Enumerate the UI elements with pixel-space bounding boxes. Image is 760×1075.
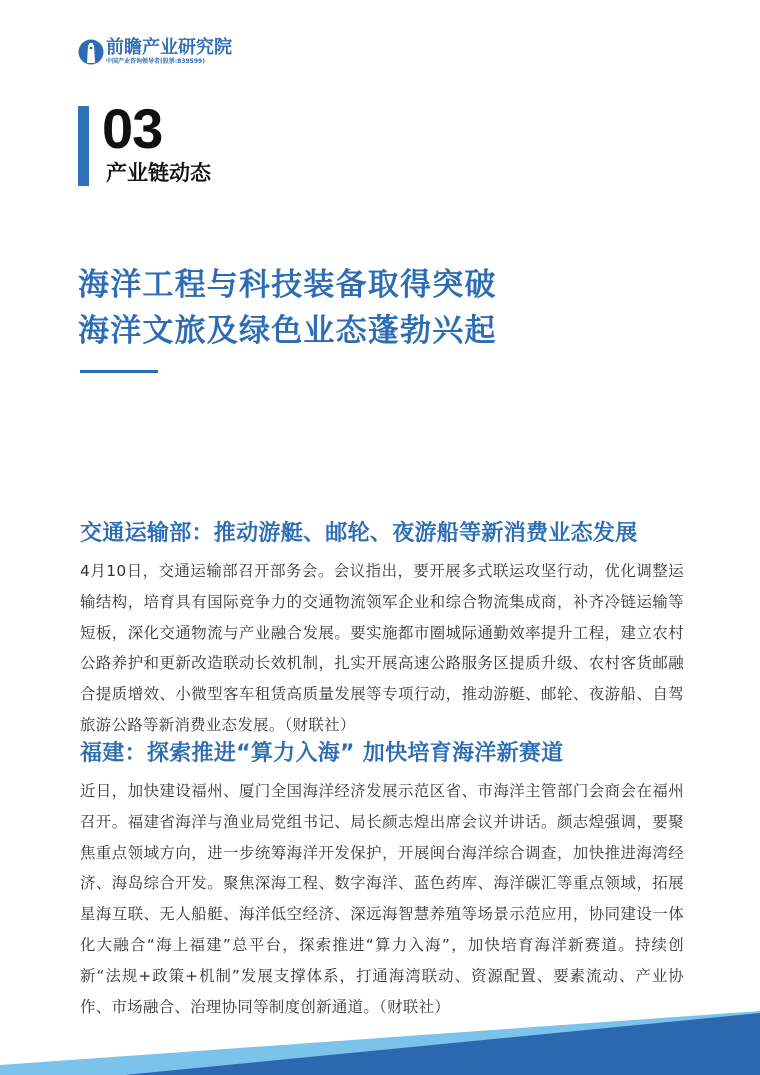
logo-name: 前瞻产业研究院 — [106, 37, 232, 58]
title-underline-divider — [80, 370, 158, 373]
page-title — [78, 262, 497, 354]
page-title-line-1: 海洋工程与科技装备取得突破 — [78, 267, 497, 303]
article-body: 近日，加快建设福州、厦门全国海洋经济发展示范区省、市海洋主管部门会商会在福州召开。福建省海洋与渔业局党组书记、局长颜志煌出席会议并讲话。颜志煌强调，要聚焦重点领域方向，进一步统筹海洋开发保护，开展闽台海洋综合调查，加快推进海湾经济、海岛综合开发。聚焦深海工程、数字海洋、蓝色药库、海洋碳汇等重点领域，拓展星海互联、无人船艇、海洋低空经济、深远海智慧养殖等场景示范应用，协同建设一体化大融合“海上福建”总平台，探索推进“算力入海”，加快培育海洋新赛道。持续创新“法规+政策+机制”发展支撑体系，打通海湾联动、资源配置、要素流动、产业协作、市场融合、治理协同等制度创新通道。（财联社） — [80, 782, 684, 1016]
brand-logo — [78, 38, 232, 66]
article-heading: 交通运输部：推动游艇、邮轮、夜游船等新消费业态发展 — [80, 521, 638, 546]
section-accent-bar — [78, 106, 89, 186]
lighthouse-circle-icon — [78, 39, 104, 65]
footer-wave-decoration — [0, 1000, 760, 1075]
section-number: 03 — [102, 97, 163, 160]
page-title-line-2: 海洋文旅及绿色业态蓬勃兴起 — [78, 313, 497, 349]
article-heading: 福建：探索推进“算力入海” 加快培育海洋新赛道 — [80, 741, 564, 766]
article-body: 4月10日，交通运输部召开部务会。会议指出，要开展多式联运攻坚行动，优化调整运输结构，培育具有国际竞争力的交通物流领军企业和综合物流集成商，补齐冷链运输等短板，深化交通物流与产业融合发展。要实施都市圈城际通勤效率提升工程，建立农村公路养护和更新改造联动长效机制，扎实开展高速公路服务区提质升级、农村客货邮融合提质增效、小微型客车租赁高质量发展等专项行动，推动游艇、邮轮、夜游船、自驾旅游公路等新消费业态发展。（财联社） — [80, 562, 684, 734]
logo-tagline: 中国产业咨询领导者(股票:839599) — [106, 58, 205, 65]
article-fujian — [80, 736, 684, 1022]
article-transport-ministry — [80, 516, 684, 741]
section-title: 产业链动态 — [106, 161, 211, 185]
